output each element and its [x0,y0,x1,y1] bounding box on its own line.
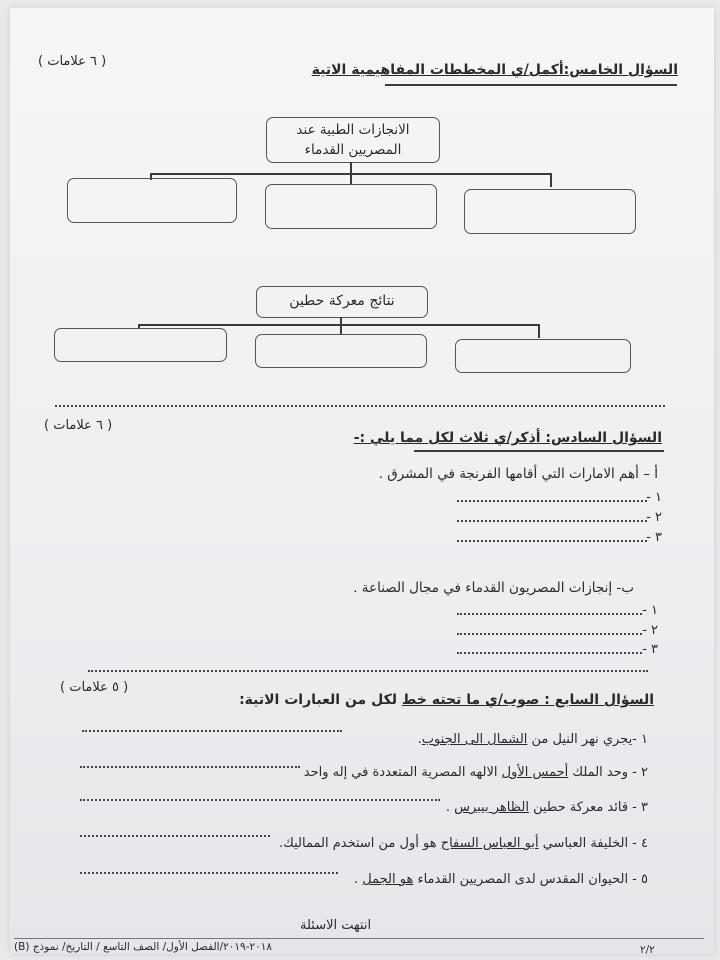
q7-answer-line-1[interactable] [82,730,342,732]
map2-answer-box-right[interactable] [455,339,631,373]
map2-answer-box-left[interactable] [54,328,227,362]
map1-root-box [266,117,440,163]
q7-statement-2: ٢ - وحد الملك أحمس الأول الالهه المصرية المتعددة في إله واحد [303,765,648,780]
map2-drop-middle [340,324,342,334]
map1-drop-right [550,173,552,187]
map1-answer-box-right[interactable] [464,189,636,234]
q7-statement-4: ٤ - الخليفة العباسي أبو العباس السفاح هو أول من استخدم المماليك. [279,836,648,851]
q6-title: السؤال السادس: أذكر/ي ثلاث لكل مما يلي :- [353,430,662,446]
q7-answer-line-4[interactable] [80,835,270,837]
map1-root-label: الانجازات الطبية عند المصريين القدماء [296,122,410,158]
q6b-num-3: ٣ - [642,642,658,657]
q6b-answer-line-3[interactable] [457,652,642,654]
map1-answer-box-left[interactable] [67,178,237,223]
q7-answer-line-5[interactable] [80,872,338,874]
footer-rule [14,938,704,939]
q6-part-b: ب- إنجازات المصريون القدماء في مجال الصناعة . [353,580,634,596]
q6a-num-1: ١ - [646,490,662,505]
end-of-questions: انتهت الاسئلة [300,918,372,933]
q6a-num-3: ٣ - [646,530,662,545]
section-separator-1 [55,405,665,407]
q7-answer-line-2[interactable] [80,766,300,768]
q7-statement-3: ٣ - قائد معركة حطين الظاهر بيبرس . [445,800,648,815]
map2-branch-line [138,324,540,326]
map2-drop-right [538,324,540,338]
map1-drop-middle [350,173,352,184]
q6-marks: ( ٦ علامات ) [44,418,113,433]
q7-title: السؤال السابع : صوب/ي ما تحته خط لكل من العبارات الاتية: [239,692,654,708]
q6a-answer-line-2[interactable] [457,520,647,522]
footer-meta: ٢٠١٨-٢٠١٩/الفصل الأول/ الصف التاسع / التاريخ/ نموذج (B) [14,941,273,953]
q6a-answer-line-1[interactable] [457,500,647,502]
q6b-num-1: ١ - [642,603,658,618]
q6b-num-2: ٢ - [642,623,658,638]
map1-answer-box-middle[interactable] [265,184,437,229]
q7-statement-5: ٥ - الحيوان المقدس لدى المصريين القدماء هو الجمل . [354,872,648,887]
q5-title: السؤال الخامس:أكمل/ي المخططات المفاهيمية الاتية [311,62,678,78]
q6-part-a: أ – أهم الامارات التي أقامها الفرنجة في المشرق . [378,466,658,482]
map2-root-label: نتائج معركة حطين [289,293,395,309]
q6a-answer-line-3[interactable] [457,540,647,542]
q6-title-underline [414,450,664,452]
q6a-num-2: ٢ - [646,510,662,525]
q6b-answer-line-1[interactable] [457,613,642,615]
q7-marks: ( ٥ علامات ) [60,680,129,695]
section-separator-2 [88,670,648,672]
q5-title-underline [385,84,677,86]
q7-answer-line-3[interactable] [80,799,440,801]
q5-marks: ( ٦ علامات ) [38,54,107,69]
page-number: ٢/٢ [640,944,655,956]
q6b-answer-line-2[interactable] [457,633,642,635]
q7-statement-1: ١ -يجري نهر النيل من الشمال الى الجنوب. [417,732,648,747]
map2-root-box [256,286,428,318]
map2-answer-box-middle[interactable] [255,334,427,368]
